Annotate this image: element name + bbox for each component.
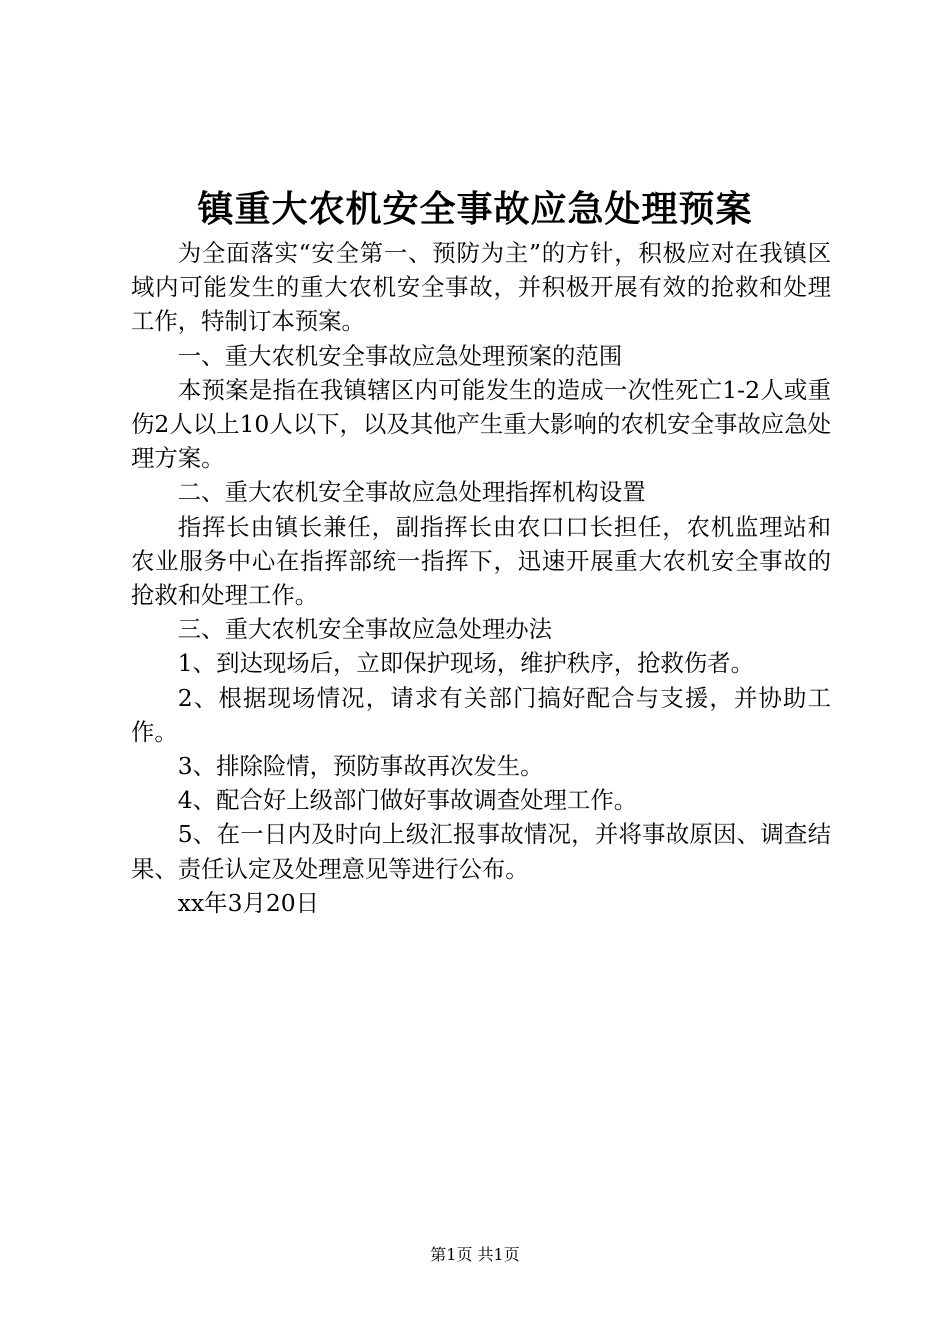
document-title: 镇重大农机安全事故应急处理预案: [197, 188, 753, 230]
method-item: 4、配合好上级部门做好事故调查处理工作。: [177, 786, 638, 815]
intro-paragraph: 为全面落实“安全第一、预防为主”的方针，积极应对在我镇区域内可能发生的重大农机安全事故，并积极开展有效的抢救和处理工作，特制订本预案。: [131, 239, 831, 336]
document-body: [131, 236, 831, 920]
command-paragraph: 指挥长由镇长兼任，副指挥长由农口口长担任，农机监理站和农业服务中心在指挥部统一指挥下，迅速开展重大农机安全事故的抢救和处理工作。: [131, 512, 831, 610]
method-item: 5、在一日内及时向上级汇报事故情况，并将事故原因、调查结果、责任认定及处理意见等进行公布。: [131, 820, 831, 883]
section-heading-command: 二、重大农机安全事故应急处理指挥机构设置: [177, 478, 646, 507]
method-item: 2、根据现场情况，请求有关部门搞好配合与支援，并协助工作。: [131, 683, 831, 746]
document-date: xx年3月20日: [177, 888, 319, 917]
section-heading-methods: 三、重大农机安全事故应急处理办法: [177, 615, 553, 644]
method-item: 1、到达现场后，立即保护现场，维护秩序，抢救伤者。: [177, 649, 755, 678]
section-heading-scope: 一、重大农机安全事故应急处理预案的范围: [177, 341, 623, 370]
method-item: 3、排除险情，预防事故再次发生。: [177, 752, 544, 781]
scope-paragraph: 本预案是指在我镇辖区内可能发生的造成一次性死亡1-2人或重伤2人以上10人以下，以及其他产生重大影响的农机安全事故应急处理方案。: [131, 375, 831, 473]
page-footer: 第1页 共1页: [430, 1245, 520, 1264]
